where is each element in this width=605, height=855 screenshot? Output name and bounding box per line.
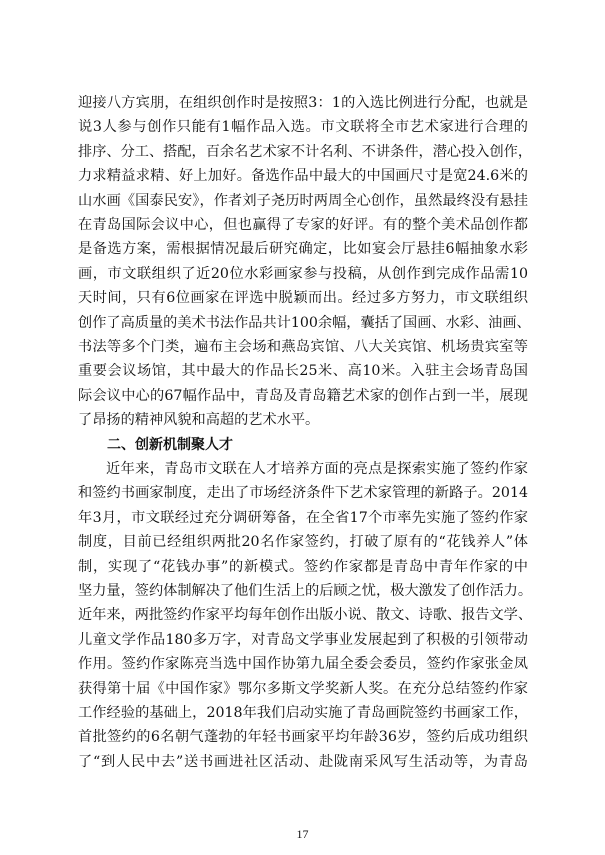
page-number: 17 <box>296 827 309 841</box>
text-line: 制，实现了“花钱办事”的新模式。签约作家都是青岛中青年作家的中 <box>78 558 528 575</box>
text-line: 排序、分工、搭配，百余名艺术家不计名利、不讲条件，潜心投入创作， <box>78 143 533 160</box>
text-line: 工作经验的基础上，2018年我们启动实施了青岛画院签约书画家工作， <box>78 705 528 721</box>
text-line: 获得第十届《中国作家》鄂尔多斯文学奖新人奖。在充分总结签约作家 <box>78 680 528 697</box>
text-line: 坚力量，签约体制解决了他们生活上的后顾之忧，极大激发了创作活力。 <box>78 583 533 599</box>
text-line: 创作了高质量的美术书法作品共计100余幅，囊括了国画、水彩、油画、 <box>78 314 531 331</box>
text-line: 近年来，两批签约作家平均每年创作出版小说、散文、诗歌、报告文学、 <box>78 607 533 624</box>
text-line: 说3人参与创作只能有1幅作品入选。市文联将全市艺术家进行合理的 <box>78 119 528 136</box>
text-line: 书法等多个门类，遍布主会场和燕岛宾馆、八大关宾馆、机场贵宾室等 <box>78 339 528 355</box>
section-heading: 二、创新机制聚人才 <box>107 436 233 453</box>
text-line: 迎接八方宾朋，在组织创作时是按照3：1的入选比例进行分配，也就是 <box>78 95 528 111</box>
text-line: 年3月，市文联经过充分调研筹备，在全省17个市率先实施了签约作家 <box>78 509 528 526</box>
text-line: 在青岛国际会议中心，但也赢得了专家的好评。有的整个美术品创作都 <box>78 217 528 233</box>
text-line: 画，市文联组织了近20位水彩画家参与投稿，从创作到完成作品需10 <box>78 265 528 282</box>
text-line: 近年来，青岛市文联在人才培养方面的亮点是探索实施了签约作家 <box>106 461 528 477</box>
text-line: 是备选方案，需根据情况最后研究确定，比如宴会厅悬挂6幅抽象水彩 <box>78 241 528 258</box>
text-line: 作用。签约作家陈亮当选中国作协第九届全委会委员，签约作家张金凤 <box>78 656 528 673</box>
text-line: 制度，目前已经组织两批20名作家签约，打破了原有的“花钱养人”体 <box>78 534 528 551</box>
text-line: 山水画《国泰民安》，作者刘子尧历时两周全心创作，虽然最终没有悬挂 <box>78 192 528 209</box>
text-line: 和签约书画家制度，走出了市场经济条件下艺术家管理的新路子。2014 <box>78 485 528 502</box>
text-line: 了昂扬的精神风貌和高超的艺术水平。 <box>78 412 320 429</box>
text-line: 重要会议场馆，其中最大的作品长25米、高10米。入驻主会场青岛国 <box>78 363 528 380</box>
text-line: 力求精益求精、好上加好。备选作品中最大的中国画尺寸是宽24.6米的 <box>78 168 528 185</box>
text-line: 首批签约的6名朝气蓬勃的年轻书画家平均年龄36岁，签约后成功组织 <box>78 729 528 746</box>
text-line: 天时间，只有6位画家在评选中脱颖而出。经过多方努力，市文联组织 <box>78 290 528 307</box>
text-line: 际会议中心的67幅作品中，青岛及青岛籍艺术家的创作占到一半，展现 <box>78 387 528 404</box>
text-line: 了“到人民中去”送书画进社区活动、赴陇南采风写生活动等，为青岛 <box>78 753 528 770</box>
text-line: 儿童文学作品180多万字，对青岛文学事业发展起到了积极的引领带动 <box>78 631 528 648</box>
